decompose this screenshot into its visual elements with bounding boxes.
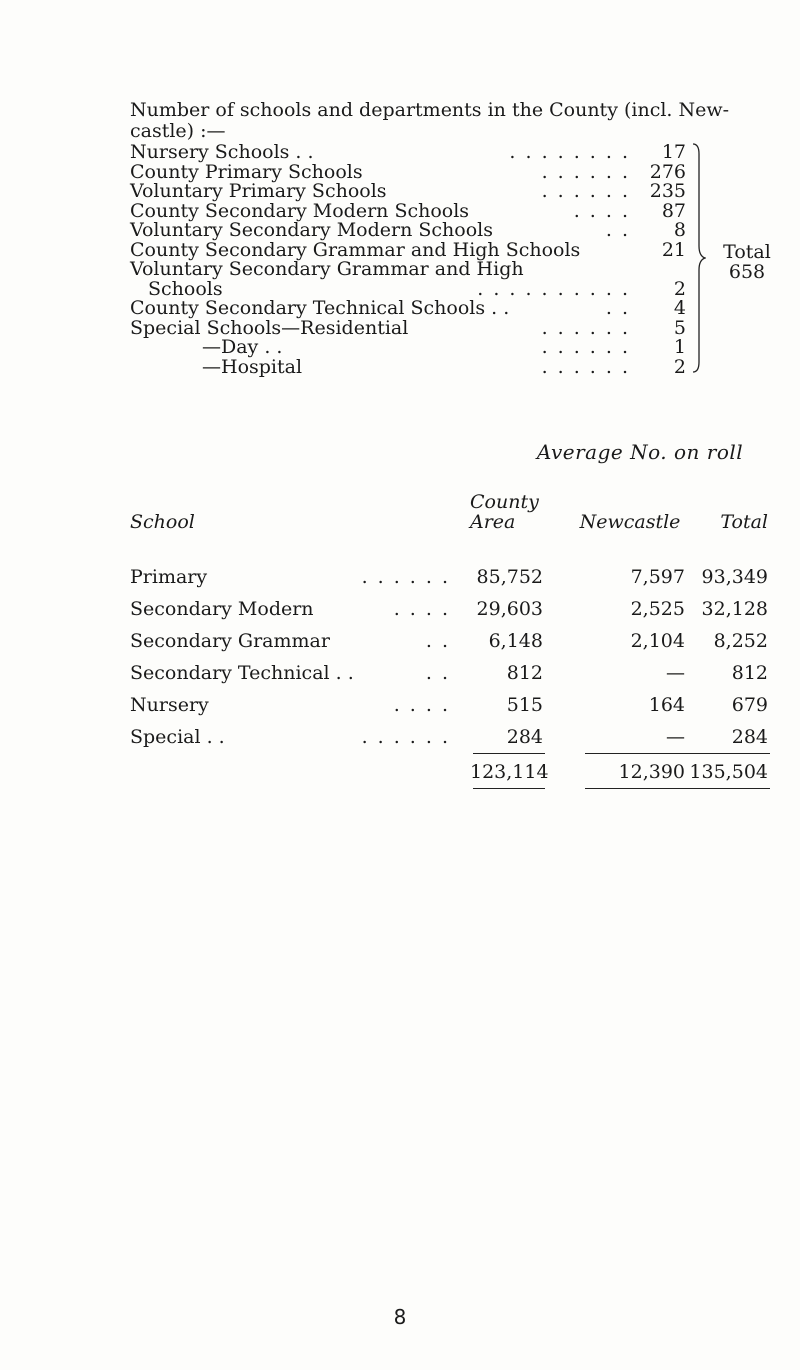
list-item: County Secondary Modern Schools . . . . 87 xyxy=(130,199,686,222)
table-row: Special . . . . . . . . 284 — 284 xyxy=(130,726,768,748)
list-item: Nursery Schools . . . . . . . . . . 17 xyxy=(130,141,686,163)
list-item: County Secondary Grammar and High Schools 21 xyxy=(130,238,686,261)
list-item: —Hospital . . . . . . 2 xyxy=(202,355,686,378)
header-newcastle: Newcastle xyxy=(579,511,681,533)
table-row: Secondary Grammar . . 6,148 2,104 8,252 xyxy=(130,630,768,652)
list-item: Voluntary Secondary Grammar and High xyxy=(130,258,524,280)
list-item: Special Schools—Residential . . . . . . 5 xyxy=(130,316,686,339)
table-row: Primary . . . . . . 85,752 7,597 93,349 xyxy=(130,566,768,588)
list-item: Schools . . . . . . . . . . 2 xyxy=(148,277,686,300)
intro-paragraph xyxy=(130,100,740,142)
table-caption: Average No. on roll xyxy=(536,440,744,464)
list-item: Voluntary Secondary Modern Schools . . 8 xyxy=(130,219,686,241)
curly-brace-icon xyxy=(692,142,706,374)
divider xyxy=(685,753,770,754)
intro-text: Number of schools and departments in the County (incl. New-castle) :— xyxy=(130,99,730,142)
total-value: 658 xyxy=(728,261,766,283)
header-school: School xyxy=(130,511,195,533)
totals-row: 123,114 12,390 135,504 xyxy=(470,761,768,783)
header-total: Total xyxy=(720,511,768,533)
list-item: County Primary Schools . . . . . . 276 xyxy=(130,160,686,183)
total-summary xyxy=(712,242,782,282)
divider xyxy=(473,788,545,789)
table-row: Secondary Modern . . . . 29,603 2,525 32,128 xyxy=(130,598,768,620)
divider xyxy=(473,753,545,754)
schools-list xyxy=(130,143,690,377)
list-item: Voluntary Primary Schools . . . . . . 235 xyxy=(130,180,686,202)
divider xyxy=(585,753,687,754)
divider xyxy=(685,788,770,789)
list-item: —Day . . . . . . . . 1 xyxy=(202,336,686,358)
divider xyxy=(585,788,687,789)
table-row: Secondary Technical . . . . 812 — 812 xyxy=(130,662,768,684)
header-county-area: County Area xyxy=(470,491,539,533)
page-number: 8 xyxy=(393,1305,407,1329)
list-item: County Secondary Technical Schools . . . . 4 xyxy=(130,297,686,319)
table-row: Nursery . . . . 515 164 679 xyxy=(130,694,768,716)
total-label: Total xyxy=(723,241,771,263)
